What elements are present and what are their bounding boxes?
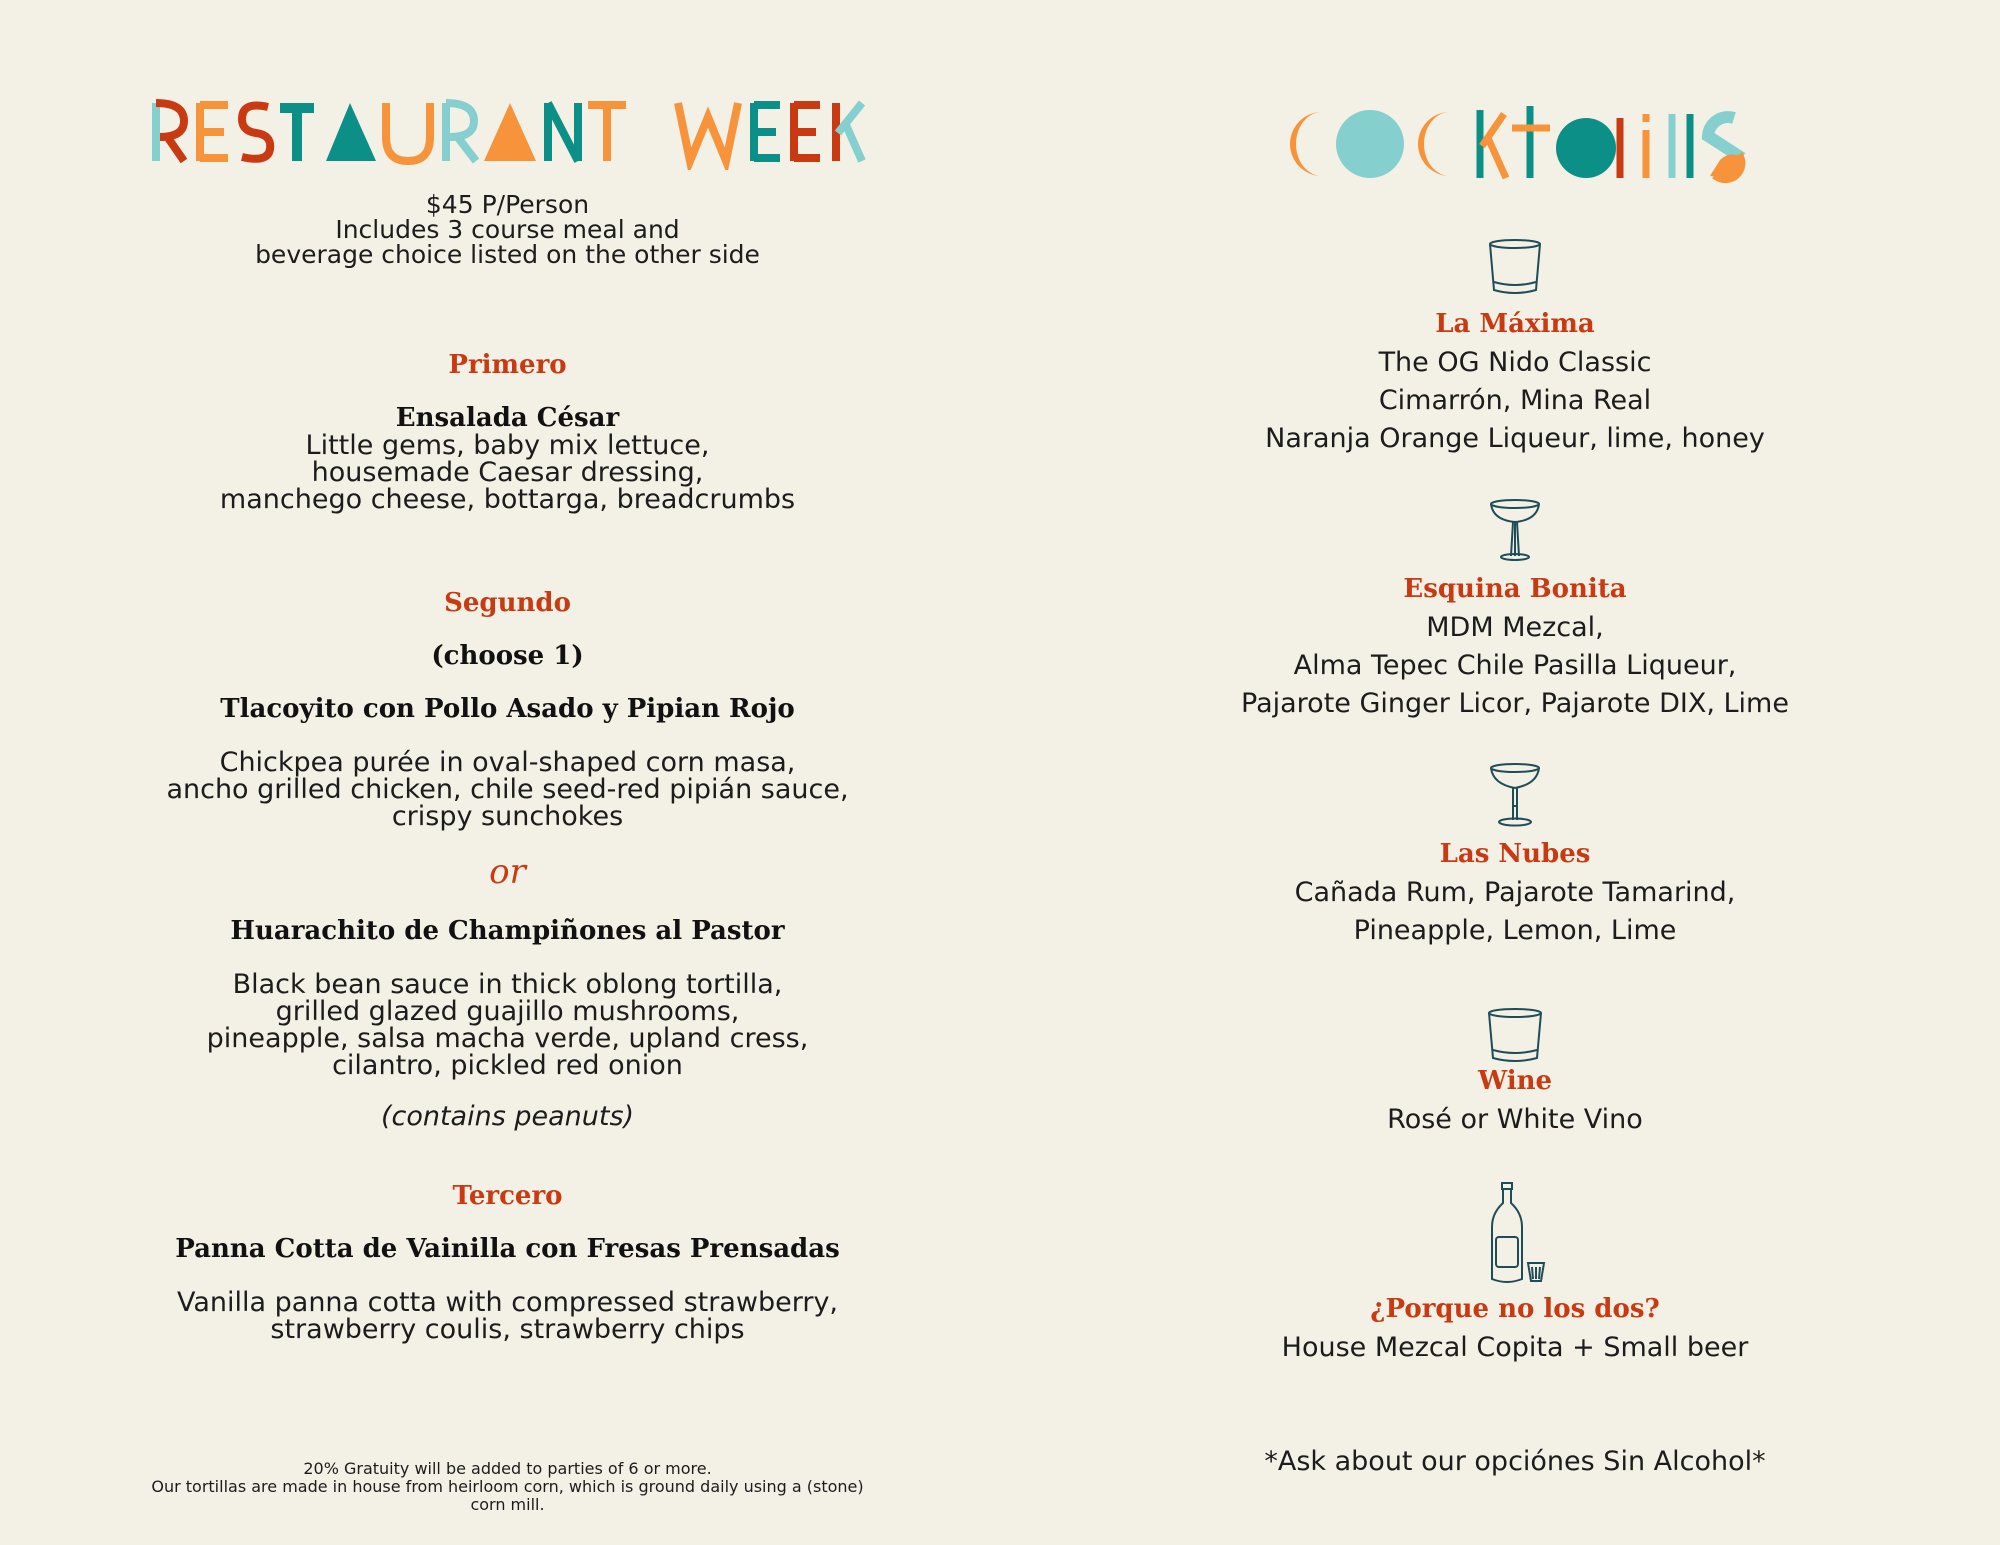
drink-description [1190,1329,1840,1367]
segundo-dish-1-description [100,749,915,830]
rocks-glass-icon [1486,238,1544,296]
description-line: crispy sunchokes [391,801,624,832]
drink-name-la-maxima: La Máxima [1435,309,1595,339]
primero-description [100,432,915,513]
drink-line: Cañada Rum, Pajarote Tamarind, [1294,877,1736,908]
segundo-dish-1-title: Tlacoyito con Pollo Asado y Pipian Rojo [220,694,795,724]
or-separator: or [489,852,526,892]
description-line: housemade Caesar dressing, [311,457,704,488]
drink-line: Cimarrón, Mina Real [1378,385,1652,416]
rocks-glass-icon [1486,1008,1544,1064]
price-line: Includes 3 course meal and [335,215,680,244]
cocktails-title [1280,100,1760,185]
description-line: Black bean sauce in thick oblong tortilla, [232,969,783,1000]
description-line: manchego cheese, bottarga, breadcrumbs [219,484,796,515]
description-line: Vanilla panna cotta with compressed strawberry, [176,1287,839,1318]
drink-line: MDM Mezcal, [1426,612,1604,643]
price-info [100,192,915,267]
footer-notes [100,1460,915,1514]
segundo-dish-2-title: Huarachito de Champiñones al Pastor [230,916,785,946]
choose-one-note: (choose 1) [431,641,584,671]
drink-line: Pajarote Ginger Licor, Pajarote DIX, Lime [1241,688,1789,719]
drink-line: Naranja Orange Liqueur, lime, honey [1265,423,1765,454]
drink-name-wine: Wine [1477,1066,1553,1096]
primero-heading: Primero [448,350,567,380]
tercero-heading: Tercero [452,1181,563,1211]
drink-name-las-nubes: Las Nubes [1439,839,1591,869]
drink-description [1190,609,1840,723]
tercero-description [100,1289,915,1343]
tortilla-note: Our tortillas are made in house from heirloom corn, which is ground daily using a (stone) [151,1477,864,1496]
segundo-heading: Segundo [444,588,571,618]
drink-line: Rosé or White Vino [1387,1104,1643,1135]
drink-description [1190,1101,1840,1139]
drink-line: The OG Nido Classic [1378,347,1652,378]
gratuity-note: 20% Gratuity will be added to parties of 6 or more. [303,1459,712,1478]
coupe-glass-icon [1489,762,1541,828]
drink-line: Pineapple, Lemon, Lime [1353,915,1677,946]
coupe-glass-icon [1489,498,1541,562]
drink-name-esquina-bonita: Esquina Bonita [1403,574,1627,604]
description-line: grilled glazed guajillo mushrooms, [275,996,740,1027]
sin-alcohol-note: *Ask about our opciónes Sin Alcohol* [1264,1446,1766,1477]
segundo-dish-2-description [100,971,915,1079]
price-line: $45 P/Person [425,190,590,219]
drink-line: Alma Tepec Chile Pasilla Liqueur, [1293,650,1737,681]
bottle-and-copita-icon [1490,1181,1560,1285]
description-line: ancho grilled chicken, chile seed-red pipián sauce, [166,774,849,805]
allergen-note: (contains peanuts) [380,1101,635,1132]
drink-name-porque-no-los-dos: ¿Porque no los dos? [1370,1294,1660,1324]
primero-dish-title: Ensalada César [395,403,620,433]
restaurant-week-title [150,95,890,170]
description-line: cilantro, pickled red onion [332,1050,683,1081]
description-line: Chickpea purée in oval-shaped corn masa, [219,747,796,778]
drink-line: House Mezcal Copita + Small beer [1281,1332,1749,1363]
tercero-dish-title: Panna Cotta de Vainilla con Fresas Prensadas [175,1234,840,1264]
description-line: pineapple, salsa macha verde, upland cress, [206,1023,809,1054]
drink-description [1190,344,1840,458]
drink-description [1190,874,1840,950]
description-line: strawberry coulis, strawberry chips [270,1314,745,1345]
price-line: beverage choice listed on the other side [255,240,760,269]
tortilla-note-cont: corn mill. [470,1495,545,1514]
description-line: Little gems, baby mix lettuce, [305,430,710,461]
